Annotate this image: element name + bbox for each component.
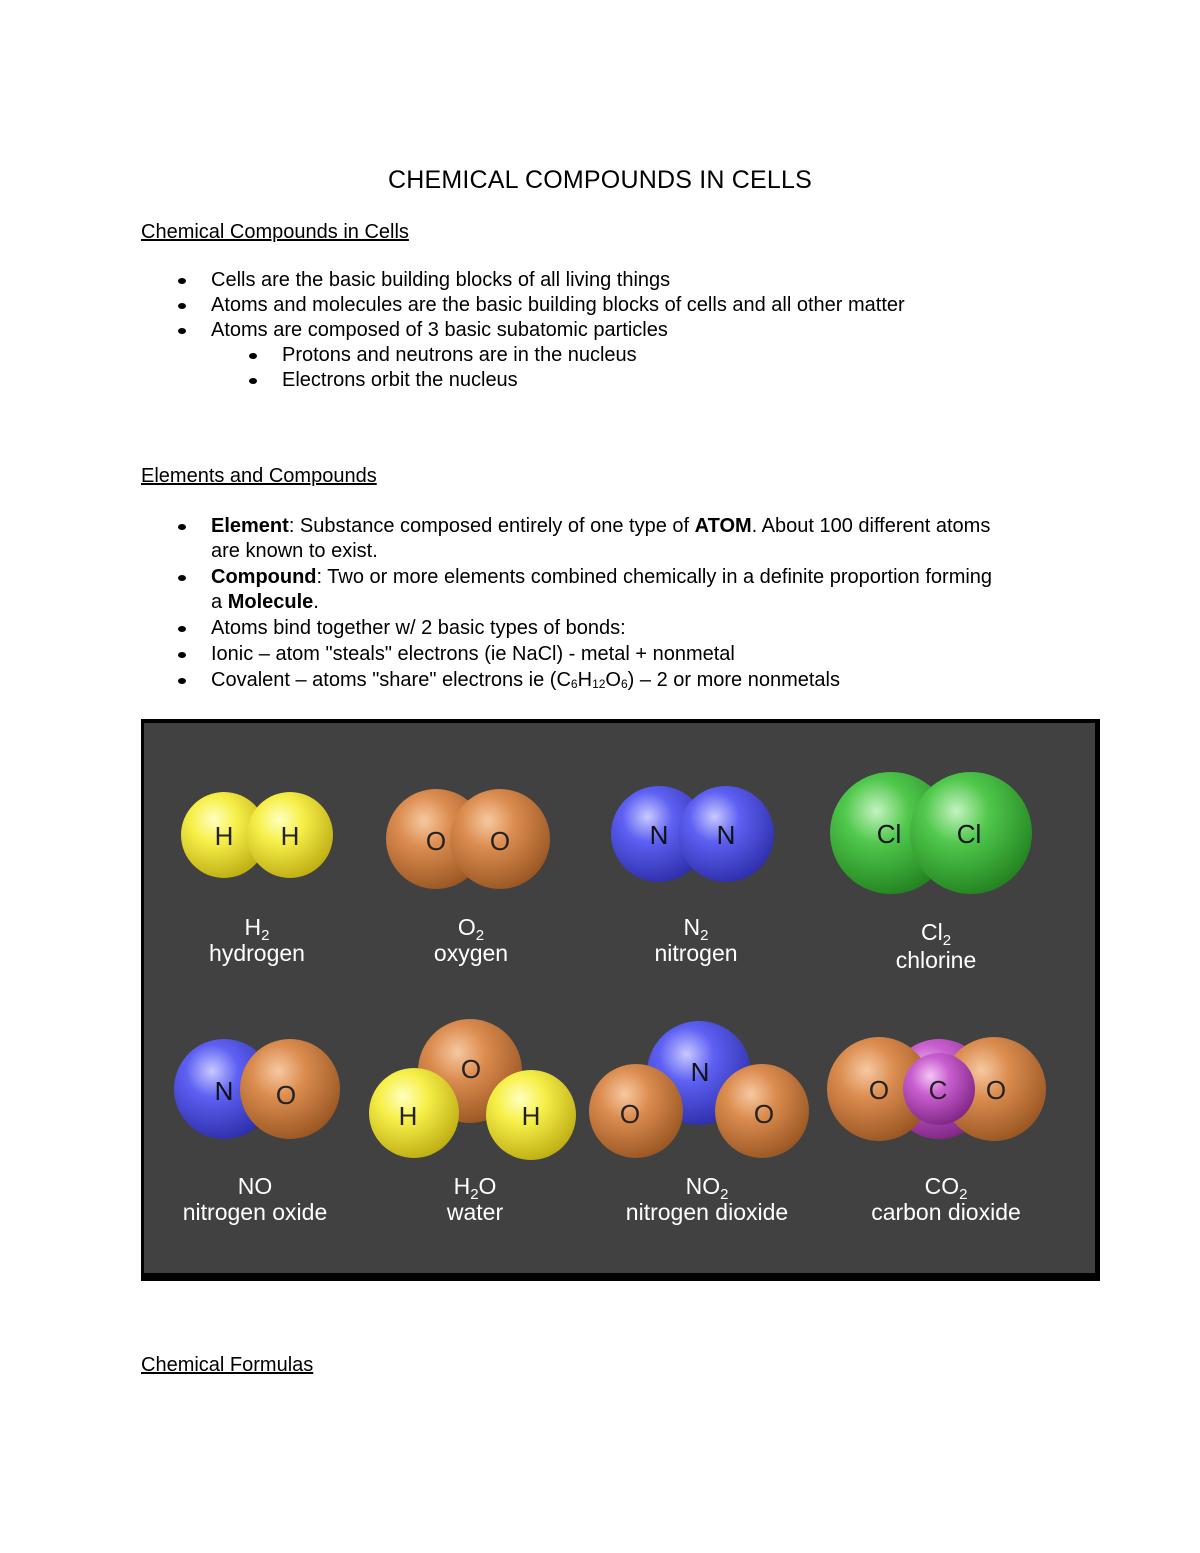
elements-bullet-list	[141, 514, 1091, 697]
list-item: Electrons orbit the nucleus	[141, 368, 1091, 393]
molecule-name: nitrogen	[654, 940, 738, 966]
molecule-name: nitrogen dioxide	[625, 1199, 789, 1225]
bullet-icon	[178, 303, 186, 309]
molecule-formula: $O_2$	[457, 914, 485, 944]
atom-label: N	[716, 820, 736, 850]
atom-label: O	[753, 1099, 775, 1129]
subatomic-sub-list	[141, 343, 1091, 393]
molecule-name: carbon dioxide	[871, 1199, 1021, 1225]
molecule-name: water	[446, 1199, 504, 1225]
atom-label: Cl	[956, 819, 982, 849]
list-item: Atoms are composed of 3 basic subatomic particles	[141, 318, 1091, 343]
bullet-icon	[249, 353, 257, 359]
atom-label: O	[868, 1075, 890, 1105]
atom-label: C	[928, 1075, 948, 1105]
atom-label: O	[425, 826, 447, 856]
atom-label: H	[280, 821, 300, 851]
atom-label: N	[214, 1076, 234, 1106]
bullet-icon	[178, 328, 186, 334]
bullet-icon	[178, 524, 186, 530]
atom-label: N	[690, 1057, 710, 1087]
molecule-diagram-svg	[144, 723, 1095, 1273]
atom-label: H	[521, 1101, 541, 1131]
molecule-formula: $NO_2$	[685, 1173, 729, 1203]
molecule-name: chlorine	[895, 947, 977, 973]
molecule-name: hydrogen	[209, 940, 305, 966]
list-item: Protons and neutrons are in the nucleus	[141, 343, 1091, 368]
page-title: CHEMICAL COMPOUNDS IN CELLS	[388, 166, 812, 194]
term-compound: Compound	[211, 566, 317, 588]
section-heading-compounds-in-cells: Chemical Compounds in Cells	[141, 221, 409, 243]
list-item-element: Element: Substance composed entirely of one type of ATOM. About 100 different atoms are known to exist.	[141, 514, 1091, 564]
molecule-formula: $Cl_2$	[920, 919, 952, 949]
bullet-icon	[249, 378, 257, 384]
atom-label: O	[460, 1054, 482, 1084]
bullet-icon	[178, 652, 186, 658]
list-item: Atoms and molecules are the basic building blocks of cells and all other matter	[141, 293, 1091, 318]
atom-label: O	[619, 1099, 641, 1129]
molecule-formula: $H_2O$	[453, 1173, 497, 1203]
molecule-formula: $N_2$	[683, 914, 709, 944]
bullet-icon	[178, 575, 186, 581]
molecule-formula: NO	[237, 1173, 273, 1199]
list-item: Ionic – atom "steals" electrons (ie NaCl) - metal + nonmetal	[141, 642, 1091, 667]
list-item: Covalent – atoms "share" electrons ie $(C_6H_{12}O_6) - 2$ or more nonmetals	[141, 668, 1091, 697]
molecule-name: nitrogen oxide	[182, 1199, 328, 1225]
list-item: Atoms bind together w/ 2 basic types of bonds:	[141, 616, 1091, 641]
cells-bullet-list	[141, 268, 1091, 343]
list-item: Cells are the basic building blocks of all living things	[141, 268, 1091, 293]
molecule-diagram	[141, 719, 1100, 1281]
atom-label: O	[275, 1080, 297, 1110]
list-item-compound: Compound: Two or more elements combined chemically in a definite proportion forming a Molecule.	[141, 565, 1091, 615]
bullet-icon	[178, 678, 186, 684]
atom-label: H	[214, 821, 234, 851]
molecule-name: oxygen	[433, 940, 509, 966]
section-heading-elements-and-compounds: Elements and Compounds	[141, 465, 377, 487]
term-element: Element	[211, 515, 289, 537]
section-heading-chemical-formulas: Chemical Formulas	[141, 1354, 314, 1376]
bullet-icon	[178, 626, 186, 632]
bullet-icon	[178, 278, 186, 284]
atom-label: Cl	[876, 819, 902, 849]
atom-label: O	[985, 1075, 1007, 1105]
molecule-formula: $CO_2$	[924, 1173, 968, 1203]
atom-label: H	[398, 1101, 418, 1131]
atom-label: O	[489, 826, 511, 856]
molecule-formula: $H_2$	[244, 914, 270, 944]
atom-label: N	[649, 820, 669, 850]
